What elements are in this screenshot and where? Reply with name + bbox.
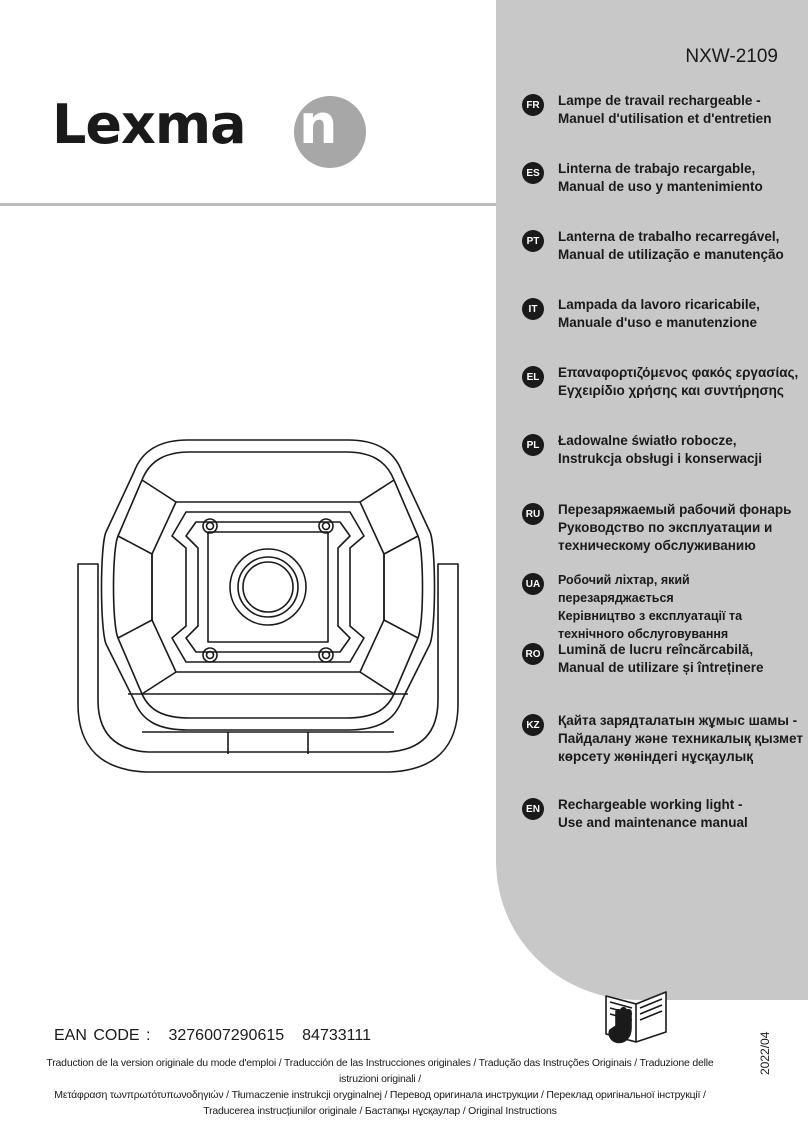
ean-label: EAN CODE : — [54, 1027, 151, 1044]
lang-line: Manual de utilização e manutenção — [558, 247, 784, 262]
ref-number: 84733111 — [302, 1027, 371, 1044]
work-lamp-illustration — [68, 432, 468, 782]
lang-title — [558, 501, 808, 555]
lang-line: Επαναφορτιζόμενος φακός εργασίας, — [558, 365, 799, 380]
translation-line: Traduction de la version originale du mode d'emploi / Traducción de las Instrucciones originales / Tradução das Instruções Originais / Traduzione delle istruzioni originali / — [46, 1057, 714, 1085]
lang-line: Use and maintenance manual — [558, 815, 748, 830]
lang-badge: EN — [522, 798, 544, 820]
lang-line: көрсету жөніндегі нұсқаулық — [558, 749, 753, 764]
translation-line: Μετάφραση τωνπρωτότυπωνοδηγιών / Tłumaczenie instrukcji oryginalnej / Перевод оригинала инструкции / Переклад оригінальної інструкції / — [54, 1089, 706, 1101]
model-number: NXW-2109 — [685, 46, 778, 67]
logo-text: Lexma — [52, 93, 246, 156]
lang-line: Instrukcja obsługi i konserwacji — [558, 451, 763, 466]
lang-line: Робочий ліхтар, який перезаряджається — [558, 573, 690, 605]
lang-line: Manuel d'utilisation et d'entretien — [558, 111, 772, 126]
brand-logo — [52, 93, 338, 173]
lang-badge: RU — [522, 503, 544, 525]
manual-book-hand-icon — [602, 982, 672, 1050]
lang-title — [558, 296, 808, 332]
lang-badge: FR — [522, 94, 544, 116]
lang-badge: UA — [522, 573, 544, 595]
lang-line: Lanterna de trabalho recarregável, — [558, 229, 780, 244]
lang-line: Қайта зарядталатын жұмыс шамы - — [558, 713, 798, 728]
lang-line: Manual de uso y mantenimiento — [558, 179, 763, 194]
lang-badge: PT — [522, 230, 544, 252]
lang-line: Lampada da lavoro ricaricabile, — [558, 297, 760, 312]
lang-title — [558, 796, 808, 832]
translation-line: Traducerea instrucțiunilor originale / Бастапқы нұсқаулар / Original Instructions — [203, 1105, 557, 1117]
lang-line: Linterna de trabajo recargable, — [558, 161, 756, 176]
lang-line: технічного обслуговування — [558, 627, 729, 641]
lang-line: Пайдалану және техникалық қызмет — [558, 731, 803, 746]
lang-title — [558, 571, 808, 643]
ean-code — [54, 1027, 389, 1045]
lang-title — [558, 712, 808, 766]
lang-line: Rechargeable working light - — [558, 797, 743, 812]
print-date: 2022/04 — [758, 1031, 772, 1075]
lang-title — [558, 641, 808, 677]
lang-badge: EL — [522, 366, 544, 388]
lang-title — [558, 364, 808, 400]
lang-line: техническому обслуживанию — [558, 538, 756, 553]
lang-line: Керівництво з експлуатації та — [558, 609, 743, 623]
lang-badge: PL — [522, 434, 544, 456]
lang-line: Lumină de lucru reîncărcabilă, — [558, 642, 754, 657]
lang-badge: RO — [522, 643, 544, 665]
lang-line: Manuale d'uso e manutenzione — [558, 315, 757, 330]
lang-title — [558, 160, 808, 196]
ean-number: 3276007290615 — [168, 1027, 285, 1044]
lang-title — [558, 228, 808, 264]
lang-badge: KZ — [522, 714, 544, 736]
translation-note — [40, 1055, 720, 1119]
lang-badge: IT — [522, 298, 544, 320]
lang-line: Ładowalne światło robocze, — [558, 433, 737, 448]
lang-line: Перезаряжаемый рабочий фонарь — [558, 502, 792, 517]
header-divider — [0, 203, 496, 206]
logo-last-letter: n — [299, 93, 338, 156]
lang-line: Εγχειρίδιο χρήσης και συντήρησης — [558, 383, 784, 398]
lang-badge: ES — [522, 162, 544, 184]
lang-title — [558, 92, 808, 128]
lang-line: Lampe de travail rechargeable - — [558, 93, 761, 108]
lang-line: Manual de utilizare și întreținere — [558, 660, 764, 675]
lang-title — [558, 432, 808, 468]
lang-line: Руководство по эксплуатации и — [558, 520, 773, 535]
